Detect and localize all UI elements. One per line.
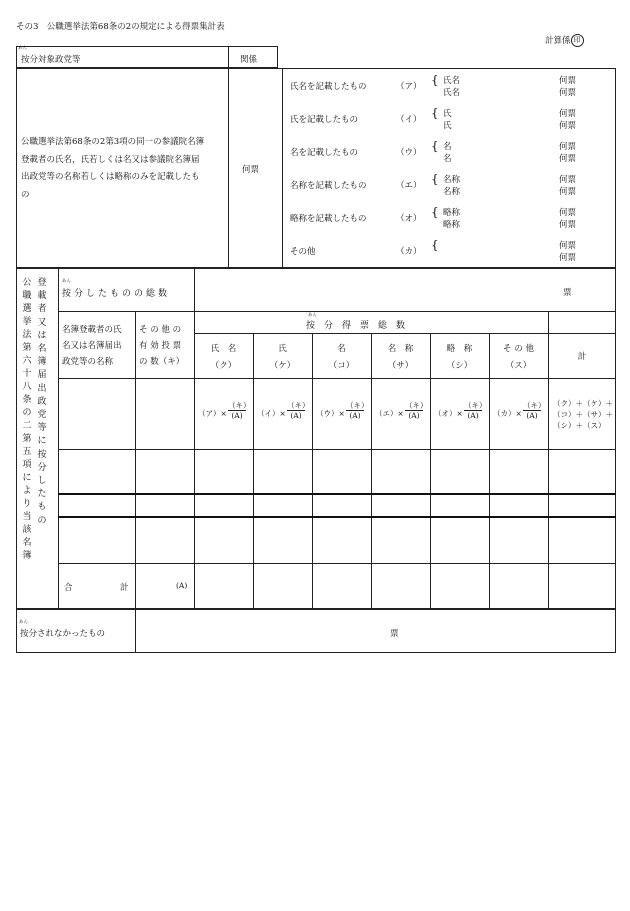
- sum-formula: （ク）＋（ケ）＋ （コ）＋（サ）＋ （シ）＋（ス）: [553, 399, 613, 430]
- column-header: 名 称 （サ）: [387, 344, 414, 371]
- not-allocated-box: [16, 609, 616, 653]
- column-header: 氏 名 （ク）: [210, 344, 237, 371]
- other-votes-header: そ の 他 の 有 効 投 票 の 数（キ）: [139, 325, 185, 367]
- ruby-an: あん: [18, 46, 27, 51]
- column-header: 名 （コ）: [328, 344, 355, 371]
- section-description: 公職選挙法第68条の2第3項の同一の参議院名簿 登載者の氏名，氏若しくは名又は参議院名簿届 出政党等の名称若しくは略称のみを記載したも の: [21, 137, 205, 200]
- calc-staff-label: 計算係: [545, 36, 571, 46]
- calc-staff: [545, 34, 584, 47]
- total-row-code: (A): [176, 581, 188, 590]
- target-party-label: 按分対象政党等: [21, 55, 81, 65]
- side-label-right: 登載者又は名簿届出政党等に按分したもの: [37, 278, 47, 526]
- side-label-left: 公職選挙法第六十八条の二第五項により当該名簿: [22, 278, 32, 561]
- votes-label: 何票: [242, 165, 260, 175]
- not-allocated-label: 按分されなかったもの: [20, 629, 106, 639]
- total-row-label-a: 合: [64, 583, 73, 593]
- total-votes-unit: 票: [563, 288, 572, 298]
- allocated-votes-header: 按 分 得 票 総 数: [306, 321, 406, 331]
- total-row-label-b: 計: [120, 583, 129, 593]
- elision-line: [58, 493, 616, 495]
- allocated-total-label: 按分したものの総数: [62, 289, 171, 299]
- not-allocated-votes-unit: 票: [390, 629, 399, 639]
- column-header: 氏 （ケ）: [269, 344, 296, 371]
- relation-label: 関係: [240, 55, 258, 65]
- elision-line: [58, 516, 616, 518]
- name-column-header: 名簿登載者の氏 名又は名簿届出 政党等の名称: [62, 325, 122, 367]
- document-title: その3 公職選挙法第68条の2の規定による得票集計表: [16, 22, 225, 32]
- seal-stamp-icon: 印: [571, 34, 584, 47]
- column-header: 略 称 （シ）: [446, 344, 473, 371]
- column-header: そ の 他 （ス）: [503, 344, 534, 371]
- sum-column-header: 計: [577, 352, 587, 362]
